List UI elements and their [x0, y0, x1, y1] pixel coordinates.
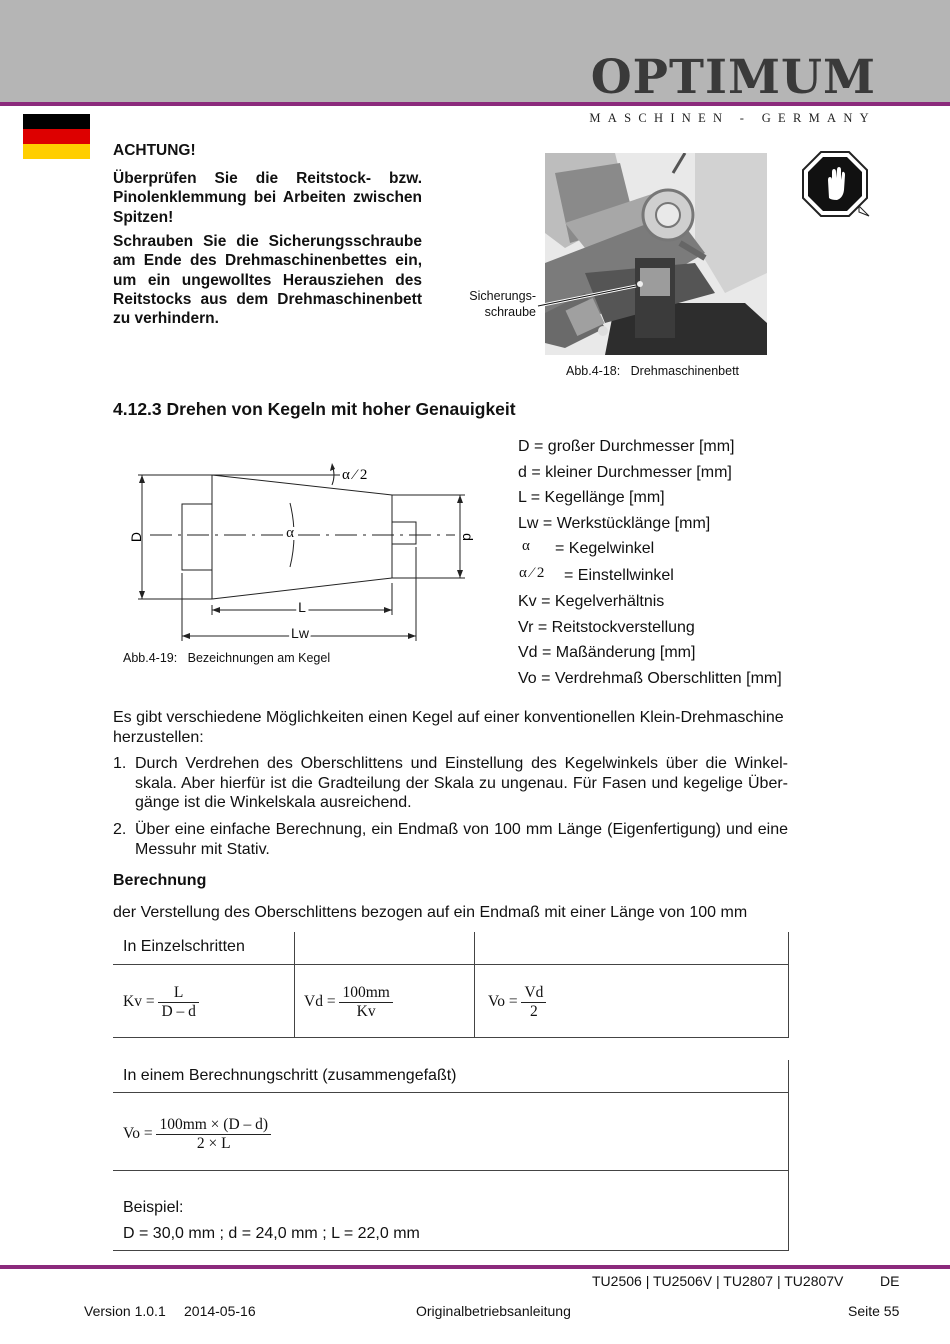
- stop-hand-icon: [801, 150, 871, 218]
- warning-title: ACHTUNG!: [113, 142, 196, 159]
- legend-item-alpha-half: [518, 563, 782, 590]
- formula-vd: [304, 984, 393, 1021]
- legend-item: Vo = Verdrehmaß Oberschlitten [mm]: [518, 669, 782, 687]
- denominator: Kv: [356, 1003, 376, 1020]
- fraction: [158, 984, 198, 1021]
- list-number-2: 2.: [113, 821, 127, 838]
- callout-line: [536, 282, 646, 312]
- label-alpha-half: α ⁄ 2: [342, 467, 368, 483]
- footer-page: Seite 55: [848, 1303, 900, 1319]
- figure-18-callout: [468, 288, 536, 320]
- formula-vo: [488, 984, 546, 1021]
- brand-tagline: MASCHINEN - GERMANY: [589, 111, 876, 125]
- list-item-2: Über eine einfache Berechnung, ein Endmaß von 100 mm Länge (Eigenfertigung) und eine Messuhr mit Stativ.: [135, 821, 788, 858]
- legend-text: = Einstellwinkel: [564, 566, 674, 584]
- warning-paragraph-2: Schrauben Sie die Sicherungsschraube am Ende des Drehmaschinenbettes ein, um ein ungewolltes Herausziehen des Reitstocks aus dem Drehmaschinenbett zu verhindern.: [113, 233, 422, 328]
- taper-diagram: [120, 455, 480, 645]
- denominator: D – d: [161, 1003, 196, 1020]
- footer-models: TU2506 | TU2506V | TU2807 | TU2807V: [592, 1273, 844, 1289]
- alpha-symbol: α: [522, 538, 530, 554]
- example-label: Beispiel:: [123, 1199, 184, 1216]
- label-d: d: [460, 533, 476, 541]
- formula-kv: [123, 984, 199, 1021]
- denominator: 2 × L: [196, 1135, 231, 1152]
- calc-intro: der Verstellung des Oberschlittens bezogen auf ein Endmaß mit einer Länge von 100 mm: [113, 904, 748, 921]
- lathe-bed-photo: [545, 153, 767, 355]
- list-number-1: 1.: [113, 755, 127, 772]
- brand-logo: OPTIMUM: [590, 50, 876, 105]
- footer-rule: [0, 1265, 950, 1269]
- label-Lw: Lw: [291, 625, 309, 641]
- legend-text: = Kegelwinkel: [555, 540, 655, 557]
- formula-lhs: Vo =: [123, 1125, 153, 1143]
- formula-lhs: Vd =: [304, 993, 336, 1011]
- legend-item: Vd = Maßänderung [mm]: [518, 644, 696, 661]
- example-values: D = 30,0 mm ; d = 24,0 mm ; L = 22,0 mm: [123, 1225, 420, 1242]
- legend-item: Vr = Reitstockverstellung: [518, 618, 695, 636]
- alpha-half-symbol: α ⁄ 2: [519, 564, 545, 581]
- formula-lhs: Kv =: [123, 993, 155, 1011]
- numerator: 100mm × (D – d): [156, 1116, 271, 1135]
- label-alpha: α: [286, 525, 294, 541]
- caption-text: Drehmaschinenbett: [630, 364, 740, 378]
- legend-item: d = kleiner Durchmesser [mm]: [518, 463, 732, 481]
- footer-date: 2014-05-16: [184, 1303, 256, 1319]
- footer-document: Originalbetriebsanleitung: [416, 1303, 571, 1319]
- figure-19-caption: [123, 651, 330, 665]
- fraction: [521, 984, 546, 1021]
- numerator: Vd: [521, 984, 546, 1003]
- fraction: [156, 1116, 271, 1153]
- section-heading: 4.12.3 Drehen von Kegeln mit hoher Genauigkeit: [113, 399, 516, 419]
- calc-heading: Berechnung: [113, 872, 207, 889]
- german-flag-icon: [23, 114, 90, 159]
- legend-item: L = Kegellänge [mm]: [518, 489, 665, 506]
- table-1-header: In Einzelschritten: [123, 938, 245, 955]
- denominator: 2: [530, 1003, 538, 1020]
- fraction: [339, 984, 392, 1021]
- legend-item-alpha: [518, 536, 782, 563]
- callout-text-2: schraube: [484, 305, 536, 319]
- list-item-1: Durch Verdrehen des Oberschlittens und Einstellung des Kegelwinkels über die Winkel-skala. Aber hierfür ist die Gradteilung der Skala zu ungenau. Für Fasen und kegelige Über-gänge ist die Winkelskala ausreichend.: [135, 755, 788, 811]
- numerator: L: [158, 984, 198, 1003]
- legend-item: Lw = Werkstücklänge [mm]: [518, 514, 711, 532]
- symbol-legend: [518, 434, 782, 691]
- label-L: L: [298, 599, 306, 615]
- numerator: 100mm: [339, 984, 392, 1003]
- formula-lhs: Vo =: [488, 993, 518, 1011]
- intro-paragraph: Es gibt verschiedene Möglichkeiten einen Kegel auf einer konventionellen Klein-Drehmaschine herzustellen:: [113, 709, 784, 746]
- caption-text: Bezeichnungen am Kegel: [187, 651, 331, 665]
- figure-18-caption: [566, 364, 739, 378]
- footer-language: DE: [880, 1273, 900, 1289]
- warning-paragraph-1: Überprüfen Sie die Reitstock- bzw. Pinolenklemmung bei Arbeiten zwischen Spitzen!: [113, 170, 422, 226]
- footer-version: Version 1.0.1: [84, 1303, 166, 1319]
- callout-text-1: Sicherungs-: [469, 289, 536, 303]
- calc-table-steps: [113, 932, 789, 1038]
- table-2-header: In einem Berechnungschritt (zusammengefaßt): [123, 1067, 457, 1084]
- calc-table-combined: [113, 1060, 789, 1251]
- legend-item: Kv = Kegelverhältnis: [518, 593, 665, 610]
- formula-vo-combined: [123, 1116, 271, 1153]
- caption-number: Abb.4-19:: [123, 651, 178, 665]
- legend-item: D = großer Durchmesser [mm]: [518, 438, 735, 455]
- caption-number: Abb.4-18:: [566, 364, 621, 378]
- label-D: D: [128, 531, 144, 543]
